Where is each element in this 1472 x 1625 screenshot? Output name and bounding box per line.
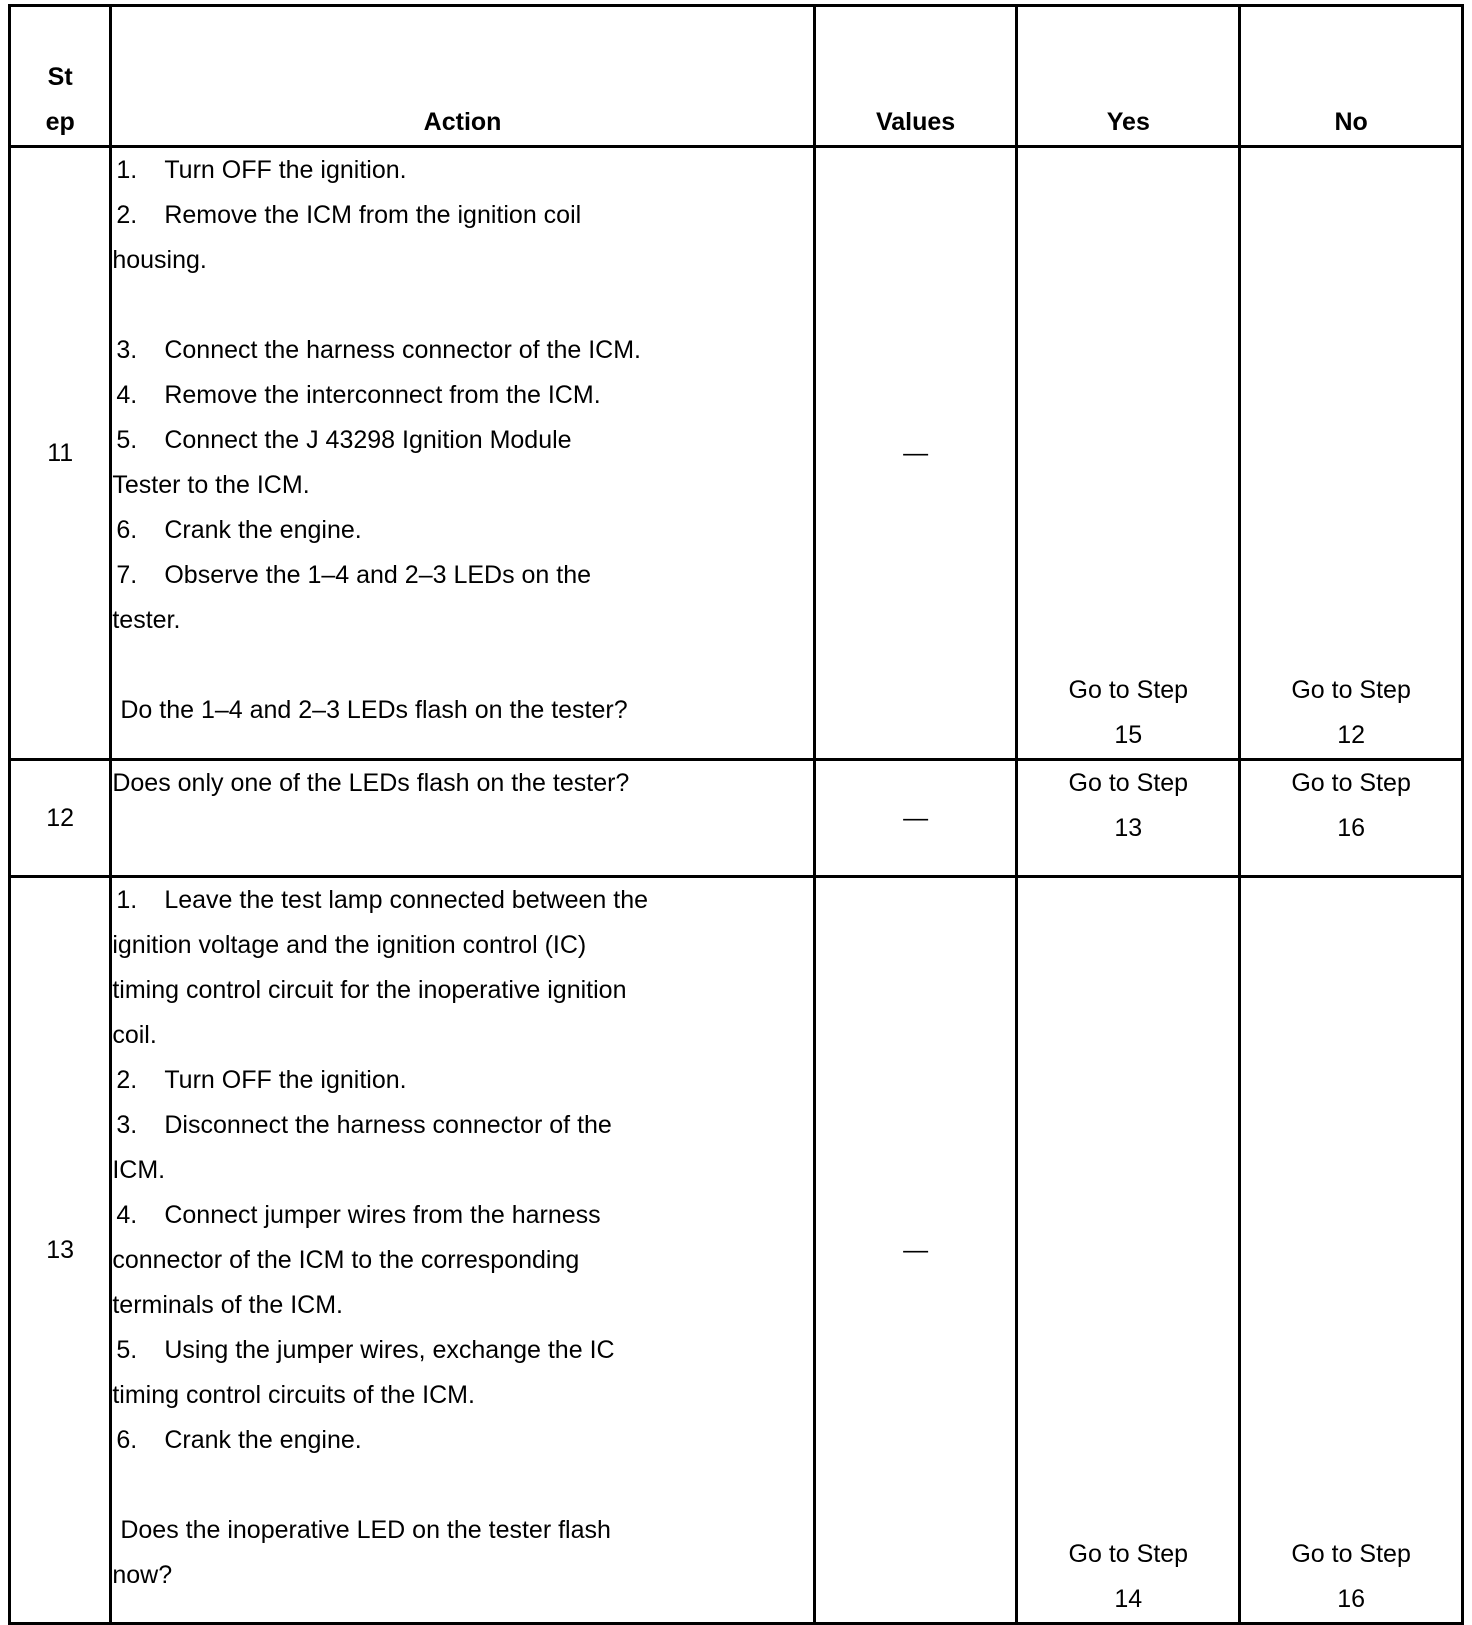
table-row-step-12 xyxy=(10,760,1463,877)
yes-cell: Go to Step 13 xyxy=(1017,760,1240,877)
question: Does only one of the LEDs flash on the tester? xyxy=(112,769,630,797)
go-to-step-link[interactable]: Go to Step xyxy=(1291,676,1411,704)
no-cell: Go to Step 16 xyxy=(1240,760,1463,877)
table-row-step-11 xyxy=(10,147,1463,760)
action-item-1: 1. Turn OFF the ignition. xyxy=(116,156,407,184)
action-item-4: 4. Remove the interconnect from the ICM. xyxy=(116,381,601,409)
action-cell: 1. Leave the test lamp connected between the ignition voltage and the ignition control (IC) timing control circuit for the inoperative ignition coil. 2. Turn OFF the ignition. 3. Disconnect the harness connector of the ICM. 4. Connect jumper wires from the harness connector of the ICM to the corresponding terminals of the ICM. 5. Using the jumper wires, exchange the IC timing control circuits of the ICM. 6. Crank the engine. Does the inoperative LED on the tester flash now? xyxy=(111,877,814,1624)
action-item-3: 3. Disconnect the harness connector of the xyxy=(116,1111,612,1139)
action-item-5: 5. Connect the J 43298 Ignition Module xyxy=(116,426,572,454)
no-cell: Go to Step 12 xyxy=(1240,147,1463,760)
yes-header: Yes xyxy=(1017,6,1240,147)
values-cell: — xyxy=(814,147,1017,760)
yes-cell: Go to Step 14 xyxy=(1017,877,1240,1624)
values-cell: — xyxy=(814,877,1017,1624)
values-header: Values xyxy=(814,6,1017,147)
action-item-6: 6. Crank the engine. xyxy=(116,1426,362,1454)
action-cell: 1. Turn OFF the ignition. 2. Remove the ICM from the ignition coil housing. 3. Connect the harness connector of the ICM. 4. Remove the interconnect from the ICM. 5. Connect the J 43298 Ignition Module Tester to the ICM. 6. Crank the engine. 7. Observe the 1–4 and 2–3 LEDs on the tester. Do the 1–4 and 2–3 LEDs flash on the tester? xyxy=(111,147,814,760)
table-row-step-13 xyxy=(10,877,1463,1624)
step-number: 13 xyxy=(10,877,111,1624)
action-item-4: 4. Connect jumper wires from the harness xyxy=(116,1201,601,1229)
no-header: No xyxy=(1240,6,1463,147)
go-to-step-link[interactable]: Go to Step xyxy=(1068,676,1189,704)
action-item-1: 1. Leave the test lamp connected between the xyxy=(116,886,649,914)
action-header: Action xyxy=(111,6,814,147)
action-item-2: 2. Remove the ICM from the ignition coil xyxy=(116,201,582,229)
values-cell: — xyxy=(814,760,1017,877)
go-to-step-link[interactable]: Go to Step xyxy=(1068,769,1189,797)
yes-cell: Go to Step 15 xyxy=(1017,147,1240,760)
header-row xyxy=(10,6,1463,147)
action-cell xyxy=(111,760,814,877)
question: Do the 1–4 and 2–3 LEDs flash on the tester? xyxy=(120,696,628,724)
action-item-6: 6. Crank the engine. xyxy=(116,516,362,544)
step-number: 11 xyxy=(10,147,111,760)
action-item-7: 7. Observe the 1–4 and 2–3 LEDs on the xyxy=(116,561,592,589)
go-to-step-link[interactable]: Go to Step xyxy=(1068,1540,1189,1568)
diagnostic-table xyxy=(8,4,1464,1625)
action-item-3: 3. Connect the harness connector of the ICM. xyxy=(116,336,641,364)
go-to-step-link[interactable]: Go to Step xyxy=(1291,1540,1411,1568)
step-number: 12 xyxy=(10,760,111,877)
action-item-5: 5. Using the jumper wires, exchange the IC xyxy=(116,1336,615,1364)
question: Does the inoperative LED on the tester flash xyxy=(120,1516,611,1544)
step-header: St ep xyxy=(10,6,111,147)
no-cell: Go to Step 16 xyxy=(1240,877,1463,1624)
action-item-2: 2. Turn OFF the ignition. xyxy=(116,1066,407,1094)
go-to-step-link[interactable]: Go to Step xyxy=(1291,769,1411,797)
